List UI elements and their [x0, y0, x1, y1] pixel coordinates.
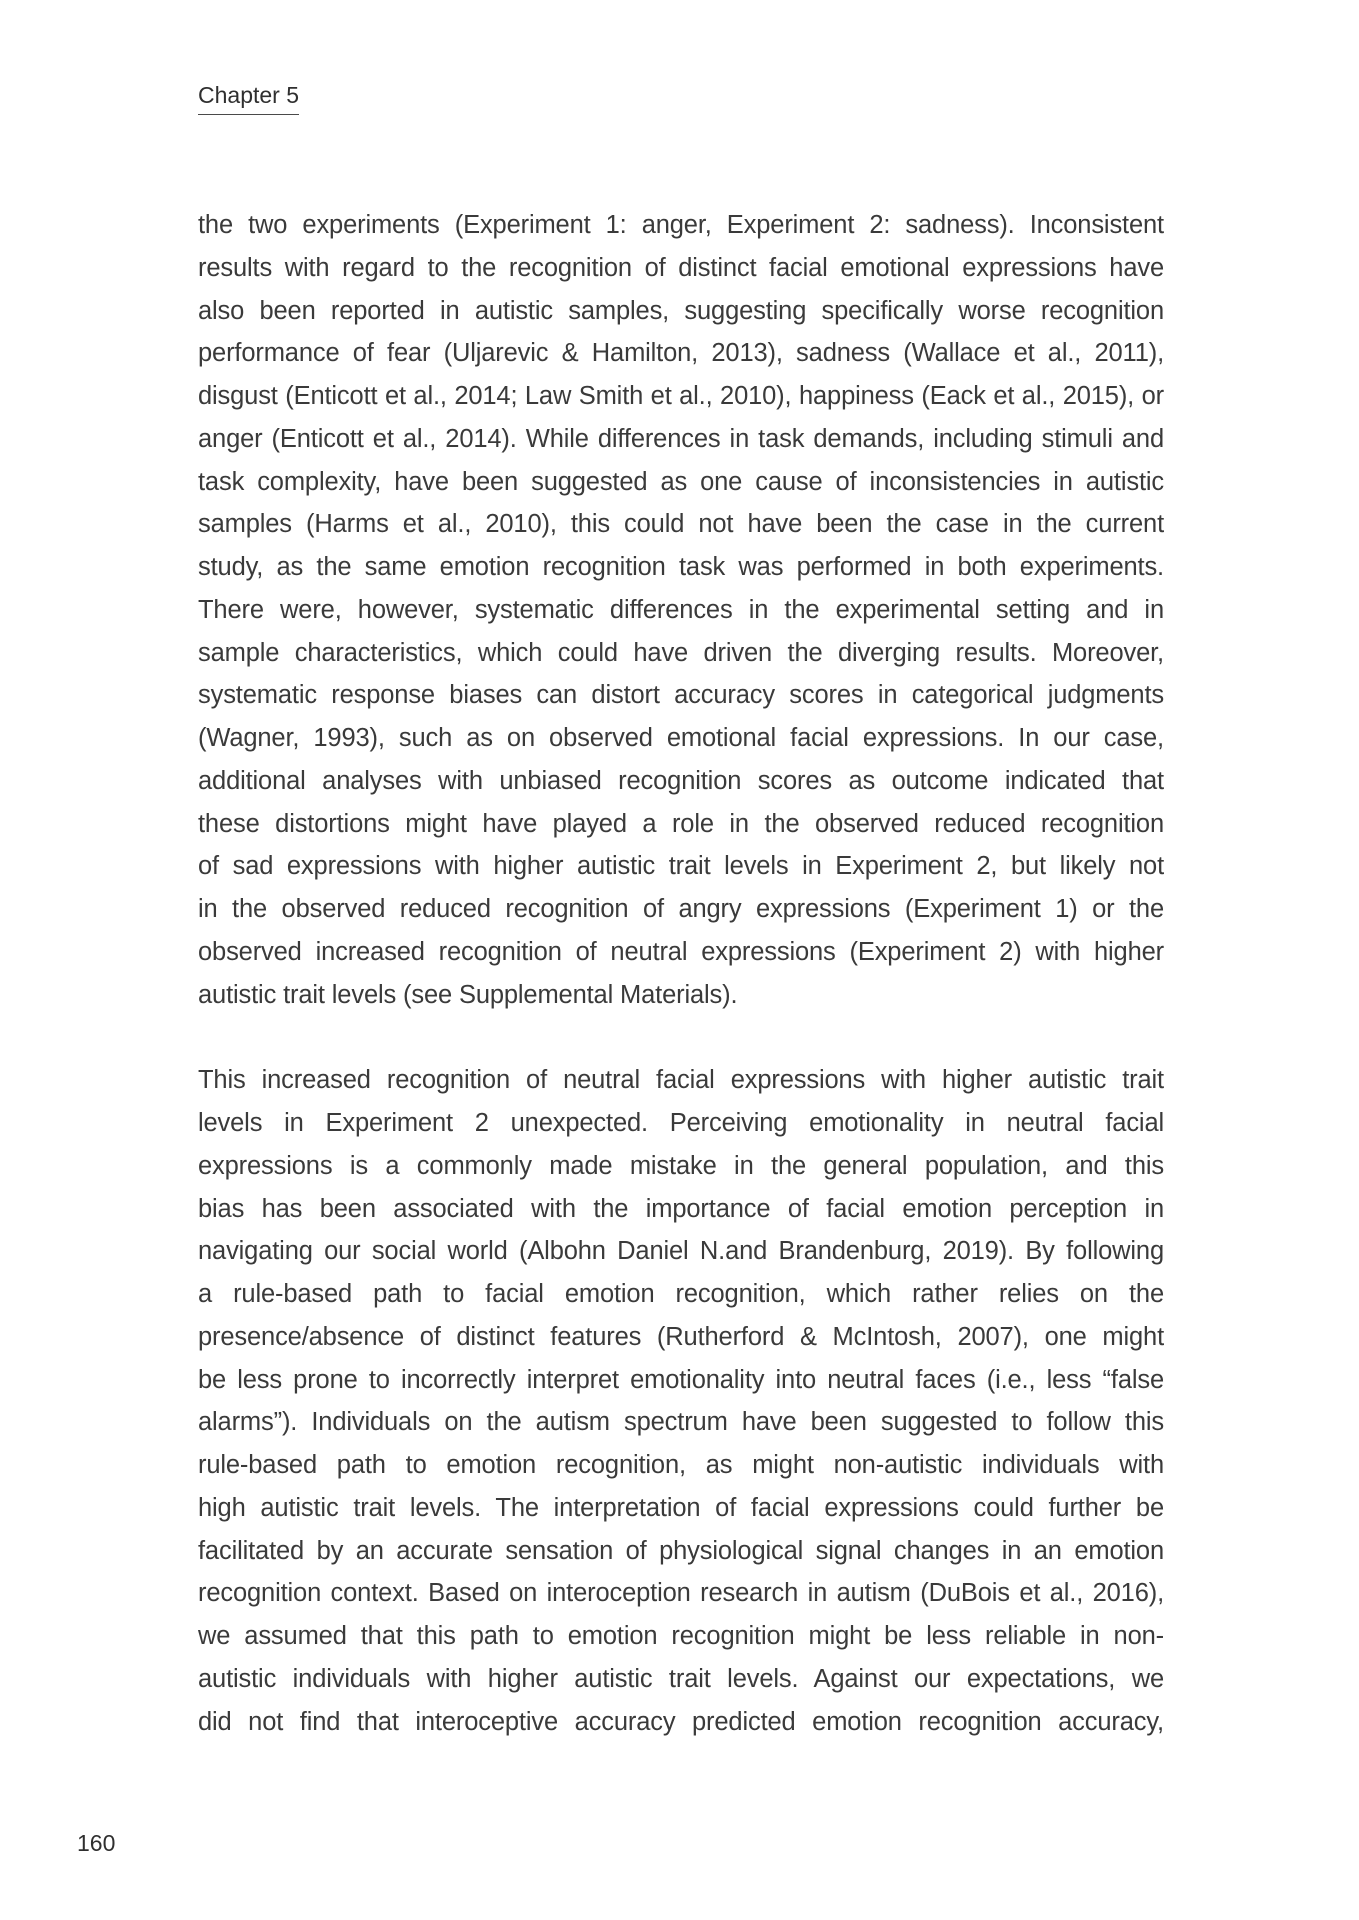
text-line: additional analyses with unbiased recognition scores as outcome indicated that — [198, 766, 1164, 795]
text-line: sample characteristics, which could have driven the diverging results. Moreover, — [198, 638, 1164, 667]
text-line: autistic individuals with higher autistic trait levels. Against our expectations, we — [198, 1664, 1164, 1693]
text-line: be less prone to incorrectly interpret emotionality into neutral faces (i.e., less “false — [198, 1365, 1164, 1394]
text-line: navigating our social world (Albohn Daniel N.and Brandenburg, 2019). By following — [198, 1237, 1164, 1266]
page-number: 160 — [77, 1830, 116, 1856]
text-line: did not find that interoceptive accuracy predicted emotion recognition accuracy, — [198, 1707, 1164, 1736]
text-line: observed increased recognition of neutral expressions (Experiment 2) with higher — [198, 937, 1164, 966]
paragraph-spacer — [198, 1016, 1164, 1059]
text-line: systematic response biases can distort accuracy scores in categorical judgments — [198, 681, 1164, 710]
paragraph-1 — [198, 204, 1164, 1016]
text-line: bias has been associated with the importance of facial emotion perception in — [198, 1194, 1164, 1223]
text-line: these distortions might have played a role in the observed reduced recognition — [198, 809, 1164, 838]
text-line: recognition context. Based on interoception research in autism (DuBois et al., 2016), — [198, 1579, 1164, 1608]
text-line: expressions is a commonly made mistake in the general population, and this — [198, 1151, 1164, 1180]
text-line: study, as the same emotion recognition task was performed in both experiments. — [198, 553, 1164, 581]
text-line: anger (Enticott et al., 2014). While differences in task demands, including stimuli and — [198, 424, 1164, 453]
text-line: results with regard to the recognition of distinct facial emotional expressions have — [198, 253, 1164, 282]
text-line: task complexity, have been suggested as one cause of inconsistencies in autistic — [198, 467, 1164, 496]
text-line: we assumed that this path to emotion recognition might be less reliable in non- — [198, 1622, 1164, 1650]
text-line: samples (Harms et al., 2010), this could not have been the case in the current — [198, 510, 1164, 539]
text-line: levels in Experiment 2 unexpected. Perceiving emotionality in neutral facial — [198, 1109, 1164, 1137]
text-line: autistic trait levels (see Supplemental Materials). — [198, 980, 738, 1009]
text-line: rule-based path to emotion recognition, as might non-autistic individuals with — [198, 1451, 1164, 1479]
running-head: Chapter 5 — [198, 82, 299, 115]
text-line: a rule-based path to facial emotion recognition, which rather relies on the — [198, 1280, 1164, 1308]
text-line: This increased recognition of neutral facial expressions with higher autistic trait — [198, 1066, 1164, 1095]
text-line: in the observed reduced recognition of angry expressions (Experiment 1) or the — [198, 895, 1164, 923]
text-line: presence/absence of distinct features (Rutherford & McIntosh, 2007), one might — [198, 1322, 1164, 1351]
text-line: (Wagner, 1993), such as on observed emotional facial expressions. In our case, — [198, 724, 1164, 752]
text-line: high autistic trait levels. The interpretation of facial expressions could further be — [198, 1493, 1164, 1522]
text-line: There were, however, systematic differences in the experimental setting and in — [198, 595, 1164, 624]
text-line: the two experiments (Experiment 1: anger, Experiment 2: sadness). Inconsistent — [198, 211, 1164, 239]
text-line: disgust (Enticott et al., 2014; Law Smith et al., 2010), happiness (Eack et al., 2015), or — [198, 382, 1164, 410]
text-line: of sad expressions with higher autistic trait levels in Experiment 2, but likely not — [198, 852, 1164, 881]
text-line: also been reported in autistic samples, suggesting specifically worse recognition — [198, 296, 1164, 325]
text-line: performance of fear (Uljarevic & Hamilton, 2013), sadness (Wallace et al., 2011), — [198, 339, 1164, 368]
text-line: facilitated by an accurate sensation of physiological signal changes in an emotion — [198, 1536, 1164, 1565]
paragraph-2 — [198, 1059, 1164, 1743]
text-line: alarms”). Individuals on the autism spectrum have been suggested to follow this — [198, 1408, 1164, 1437]
body-text — [198, 204, 1164, 1743]
